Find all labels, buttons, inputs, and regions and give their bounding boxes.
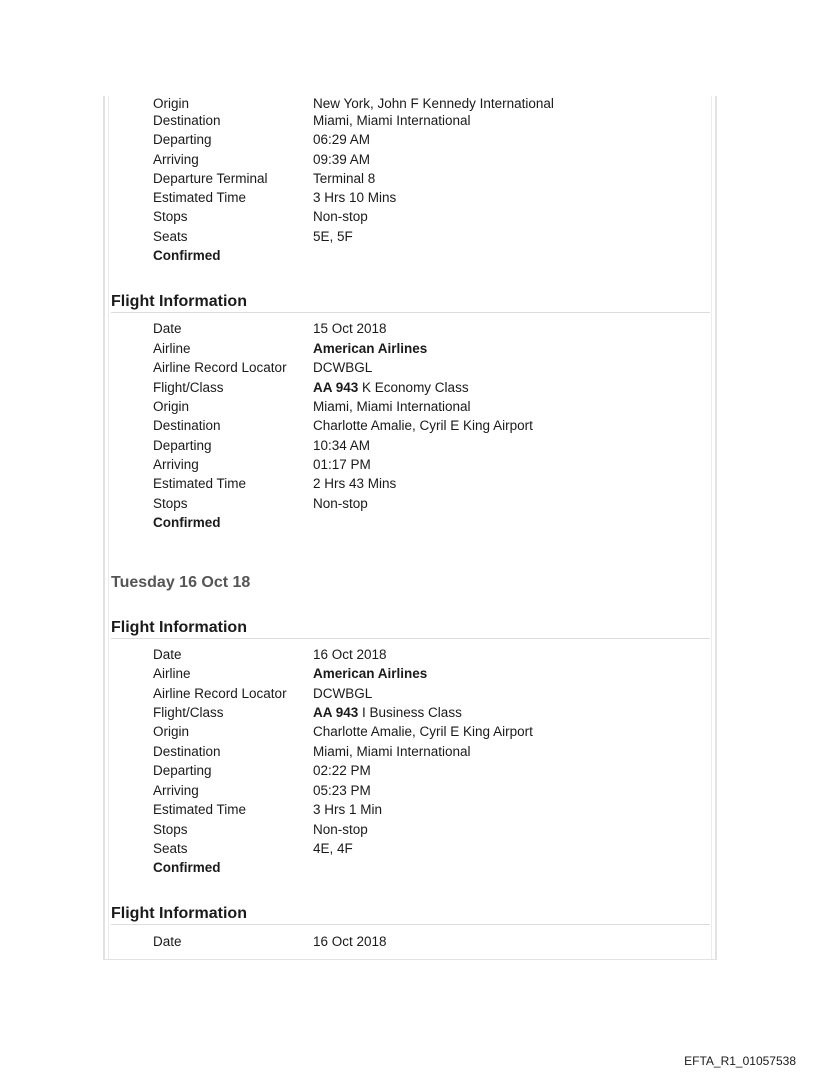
destination-value: Miami, Miami International (313, 113, 471, 128)
arriving-value: 09:39 AM (313, 152, 371, 167)
flight-class-value (313, 704, 462, 722)
date-label: Date (153, 321, 182, 336)
arriving-label: Arriving (153, 152, 199, 167)
flight-class-label: Flight/Class (153, 705, 224, 720)
estimated-time-label: Estimated Time (153, 190, 247, 205)
destination-value: Charlotte Amalie, Cyril E King Airport (313, 418, 533, 433)
stops-value: Non-stop (313, 496, 368, 511)
seats-value: 5E, 5F (313, 229, 353, 244)
seats-label: Seats (153, 841, 188, 856)
destination-label: Destination (153, 744, 221, 759)
status-confirmed: Confirmed (153, 860, 221, 875)
record-locator-value: DCWBGL (313, 360, 373, 375)
departing-label: Departing (153, 438, 212, 453)
record-locator-label: Airline Record Locator (153, 686, 287, 701)
arriving-value: 05:23 PM (313, 783, 371, 798)
airline-value: American Airlines (313, 341, 428, 356)
origin-value: Miami, Miami International (313, 399, 471, 414)
cabin-class: I Business Class (358, 705, 462, 720)
estimated-time-value: 2 Hrs 43 Mins (313, 476, 397, 491)
departing-value: 10:34 AM (313, 438, 371, 453)
cabin-class: K Economy Class (358, 380, 469, 395)
stops-value: Non-stop (313, 209, 368, 224)
departure-terminal-value: Terminal 8 (313, 171, 376, 186)
seats-value: 4E, 4F (313, 841, 353, 856)
origin-label: Origin (153, 399, 190, 414)
record-locator-label: Airline Record Locator (153, 360, 287, 375)
date-label: Date (153, 934, 182, 949)
date-value: 16 Oct 2018 (313, 934, 387, 949)
date-value: 15 Oct 2018 (313, 321, 387, 336)
record-locator-value: DCWBGL (313, 686, 373, 701)
estimated-time-value: 3 Hrs 10 Mins (313, 190, 397, 205)
origin-label: Origin (153, 96, 190, 111)
departing-label: Departing (153, 132, 212, 147)
date-label: Date (153, 647, 182, 662)
flight-number: AA 943 (313, 380, 359, 395)
airline-label: Airline (153, 341, 191, 356)
estimated-time-value: 3 Hrs 1 Min (313, 802, 383, 817)
origin-label: Origin (153, 724, 190, 739)
destination-value: Miami, Miami International (313, 744, 471, 759)
day-heading: Tuesday 16 Oct 18 (111, 574, 251, 591)
flight-class-value (313, 379, 469, 397)
departing-label: Departing (153, 763, 212, 778)
arriving-value: 01:17 PM (313, 457, 371, 472)
destination-label: Destination (153, 113, 221, 128)
stops-label: Stops (153, 822, 188, 837)
date-value: 16 Oct 2018 (313, 647, 387, 662)
estimated-time-label: Estimated Time (153, 476, 247, 491)
departing-value: 06:29 AM (313, 132, 371, 147)
section-heading: Flight Information (111, 293, 710, 313)
origin-value: New York, John F Kennedy International (313, 96, 554, 111)
section-heading: Flight Information (111, 619, 710, 639)
stops-label: Stops (153, 496, 188, 511)
airline-value: American Airlines (313, 666, 428, 681)
document-id: EFTA_R1_01057538 (684, 1054, 796, 1068)
seats-label: Seats (153, 229, 188, 244)
origin-value: Charlotte Amalie, Cyril E King Airport (313, 724, 533, 739)
stops-label: Stops (153, 209, 188, 224)
stops-value: Non-stop (313, 822, 368, 837)
flight-class-label: Flight/Class (153, 380, 224, 395)
arriving-label: Arriving (153, 457, 199, 472)
estimated-time-label: Estimated Time (153, 802, 247, 817)
arriving-label: Arriving (153, 783, 199, 798)
departure-terminal-label: Departure Terminal (153, 171, 268, 186)
status-confirmed: Confirmed (153, 515, 221, 530)
section-heading: Flight Information (111, 905, 710, 925)
status-confirmed: Confirmed (153, 248, 221, 263)
destination-label: Destination (153, 418, 221, 433)
flight-number: AA 943 (313, 705, 359, 720)
airline-label: Airline (153, 666, 191, 681)
departing-value: 02:22 PM (313, 763, 371, 778)
